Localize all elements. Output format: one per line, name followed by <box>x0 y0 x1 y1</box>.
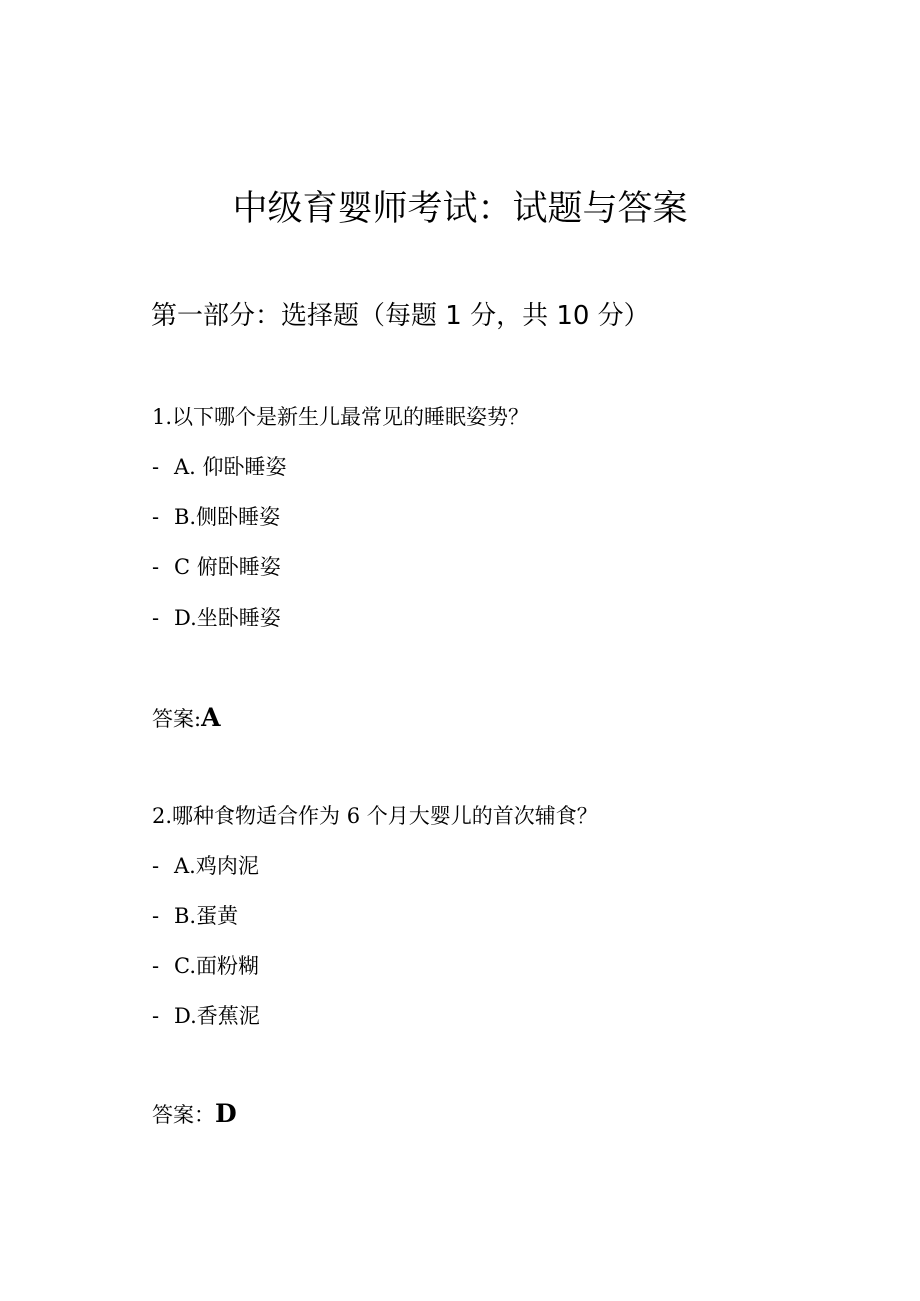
question-2-option-d <box>152 1001 260 1031</box>
option-dash: - <box>152 854 160 878</box>
answer-value: D <box>215 1099 237 1128</box>
option-dash: - <box>152 904 160 928</box>
question-1-option-b <box>152 502 280 532</box>
answer-label: 答案： <box>152 1103 215 1127</box>
option-label: B.蛋黄 <box>174 904 239 928</box>
option-dash: - <box>152 505 160 529</box>
option-label: D.香蕉泥 <box>174 1004 260 1028</box>
question-2-option-b <box>152 901 238 931</box>
question-1-text: 1.以下哪个是新生儿最常见的睡眠姿势？ <box>152 405 530 429</box>
option-label: B.侧卧睡姿 <box>174 505 281 529</box>
question-1-option-d <box>152 603 281 633</box>
answer-label: 答案: <box>152 707 202 731</box>
option-label: D.坐卧睡姿 <box>174 606 281 630</box>
answer-value: A <box>201 703 221 732</box>
option-label: C.面粉糊 <box>174 954 259 978</box>
question-2-text: 2.哪种食物适合作为 6 个月大婴儿的首次辅食？ <box>152 804 598 828</box>
question-2-option-c <box>152 951 259 981</box>
document-title: 中级育婴师考试：试题与答案 <box>232 189 688 229</box>
question-1-answer <box>152 701 220 736</box>
option-dash: - <box>152 954 160 978</box>
option-label: C 俯卧睡姿 <box>174 555 281 579</box>
option-dash: - <box>152 1004 160 1028</box>
question-1-option-a <box>152 452 287 482</box>
question-2-option-a <box>152 851 259 881</box>
option-label: A.鸡肉泥 <box>174 854 259 878</box>
option-dash: - <box>152 455 160 479</box>
option-dash: - <box>152 555 160 579</box>
section-heading: 第一部分：选择题（每题 1 分，共 10 分） <box>151 301 650 331</box>
question-2-answer <box>152 1097 237 1132</box>
option-dash: - <box>152 606 160 630</box>
question-1-option-c <box>152 552 281 582</box>
option-label: A. 仰卧睡姿 <box>174 455 287 479</box>
